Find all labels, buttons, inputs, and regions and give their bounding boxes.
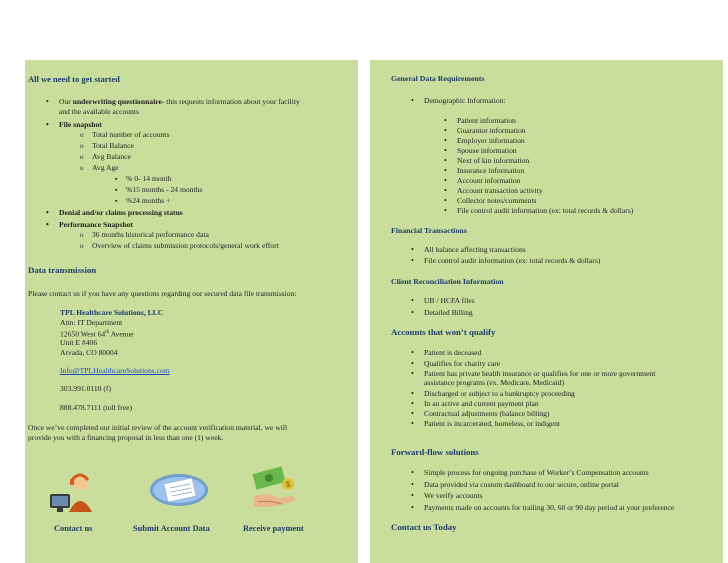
noqual-item-3: • Patient has private health insurance or qualifies for one or more government — [424, 369, 655, 379]
noqual-item-3-cont: assistance programs (ex. Medicare, Medicaid) — [424, 378, 565, 387]
forward-heading: Forward-flow solutions — [391, 447, 479, 457]
noqual-item-1: • Patient is deceased — [424, 348, 481, 358]
demo-item-8: • Account transaction activity — [457, 186, 543, 196]
unit-line: Unit E #406 — [60, 338, 98, 347]
get-started-heading: All we need to get started — [28, 74, 120, 84]
snapshot-sub-1: o Total number of accounts — [92, 130, 169, 140]
noqual-item-4: • Discharged or subject to a bankruptcy proceeding — [424, 389, 575, 399]
demo-item-5: • Next of kin information — [457, 156, 529, 166]
street-post: Avenue — [109, 329, 134, 339]
closing-line-1: Once we’ve completed our initial review of the account verification material, we will — [28, 423, 288, 432]
financial-heading: Financial Transactions — [391, 226, 467, 235]
demo-item-9: • Collector notes/comments — [457, 196, 537, 206]
demo-item-10: • File control audit information (ex: total records & dollars) — [457, 206, 633, 216]
general-data-heading: General Data Requirements — [391, 74, 485, 83]
snapshot-sub-4: o Avg Age — [92, 163, 119, 173]
step-receive-payment: Receive payment — [243, 524, 304, 533]
recon-heading: Client Reconciliation Information — [391, 277, 504, 286]
snapshot-sub-2: o Total Balance — [92, 141, 134, 151]
questionnaire-item — [59, 97, 300, 107]
recon-item-2: • Detailed Billing — [424, 308, 473, 318]
questionnaire-prefix: Our — [59, 97, 73, 106]
forward-item-3: • We verify accounts — [424, 491, 482, 501]
svg-text:$: $ — [285, 480, 291, 489]
noqual-item-7: • Patient is incarcerated, homeless, or indigent — [424, 419, 560, 429]
financial-item-1: • All balance affecting transactions — [424, 245, 526, 255]
questionnaire-rest2: and the available accounts — [59, 107, 139, 116]
snapshot-sub-3: o Avg Balance — [92, 152, 131, 162]
noqual-heading: Accounts that won’t qualify — [391, 327, 496, 337]
phone-line: 303.991.0110 (f) — [60, 384, 111, 393]
forward-item-2: • Data provided via custom dashboard to our secure, online portal — [424, 480, 619, 490]
denial-status-item: • Denial and/or claims processing status — [59, 208, 183, 218]
contact-today-heading: Contact us Today — [391, 522, 457, 532]
performance-sub-2: o Overview of claims submission protocols/general work effort — [92, 241, 279, 251]
demo-item-4: • Spouse information — [457, 146, 517, 156]
demo-item-3: • Employer information — [457, 136, 525, 146]
age-bucket-1: ▪ % 0- 14 month — [126, 174, 171, 184]
city-line: Arvada, CO 80004 — [60, 348, 118, 357]
tollfree-line: 888.478.7111 (toll free) — [60, 403, 132, 412]
submit-data-icon — [148, 466, 210, 512]
step-submit-account-data: Submit Account Data — [133, 524, 210, 533]
questionnaire-rest: - this requests information about your facility — [161, 97, 300, 106]
street-pre: 12650 West 64 — [60, 329, 106, 339]
email-link[interactable]: Info@TPLHealthcareSolutions.com — [60, 366, 170, 375]
file-snapshot-title: • File snapshot — [59, 120, 102, 130]
performance-snapshot-title: • Performance Snapshot — [59, 220, 133, 230]
noqual-item-5: • In an active and current payment plan — [424, 399, 539, 409]
questionnaire-bold: underwriting questionnaire — [72, 97, 162, 106]
forward-item-1: • Simple process for ongoing purchase of Worker’s Compensation accounts — [424, 468, 649, 478]
contact-intro: Please contact us if you have any questions regarding our secured data file transmission: — [28, 289, 297, 298]
financial-item-2: • File control audit information (ex: total records & dollars) — [424, 256, 600, 266]
closing-line-2: provide you with a financing proposal in less than one (1) week. — [28, 433, 224, 442]
contact-support-icon — [45, 468, 100, 518]
attn-line: Attn: IT Department — [60, 318, 123, 327]
forward-item-4: • Payments made on accounts for trailing 30, 60 or 90 day period at your preference — [424, 503, 674, 513]
step-contact-us: Contact us — [54, 524, 93, 533]
demo-item-7: • Account information — [457, 176, 520, 186]
demo-item-1: • Patient information — [457, 116, 516, 126]
receive-payment-icon — [248, 466, 302, 514]
street-sup: th — [105, 330, 110, 335]
data-transmission-heading: Data transmission — [28, 265, 97, 275]
demographic-item: • Demographic Information: — [424, 96, 506, 106]
demo-item-6: • Insurance information — [457, 166, 524, 176]
recon-item-1: • UB / HCFA files — [424, 296, 475, 306]
noqual-item-6: • Contractual adjustments (balance billing) — [424, 409, 549, 419]
age-bucket-3: ▪ %24 months + — [126, 196, 170, 206]
performance-sub-1: o 36 months historical performance data — [92, 230, 209, 240]
demo-item-2: • Guarantor information — [457, 126, 526, 136]
noqual-item-2: • Qualifies for charity care — [424, 359, 500, 369]
company-name: TPL Healthcare Solutions, LLC — [60, 308, 164, 317]
age-bucket-2: ▪ %15 months - 24 months — [126, 185, 202, 195]
